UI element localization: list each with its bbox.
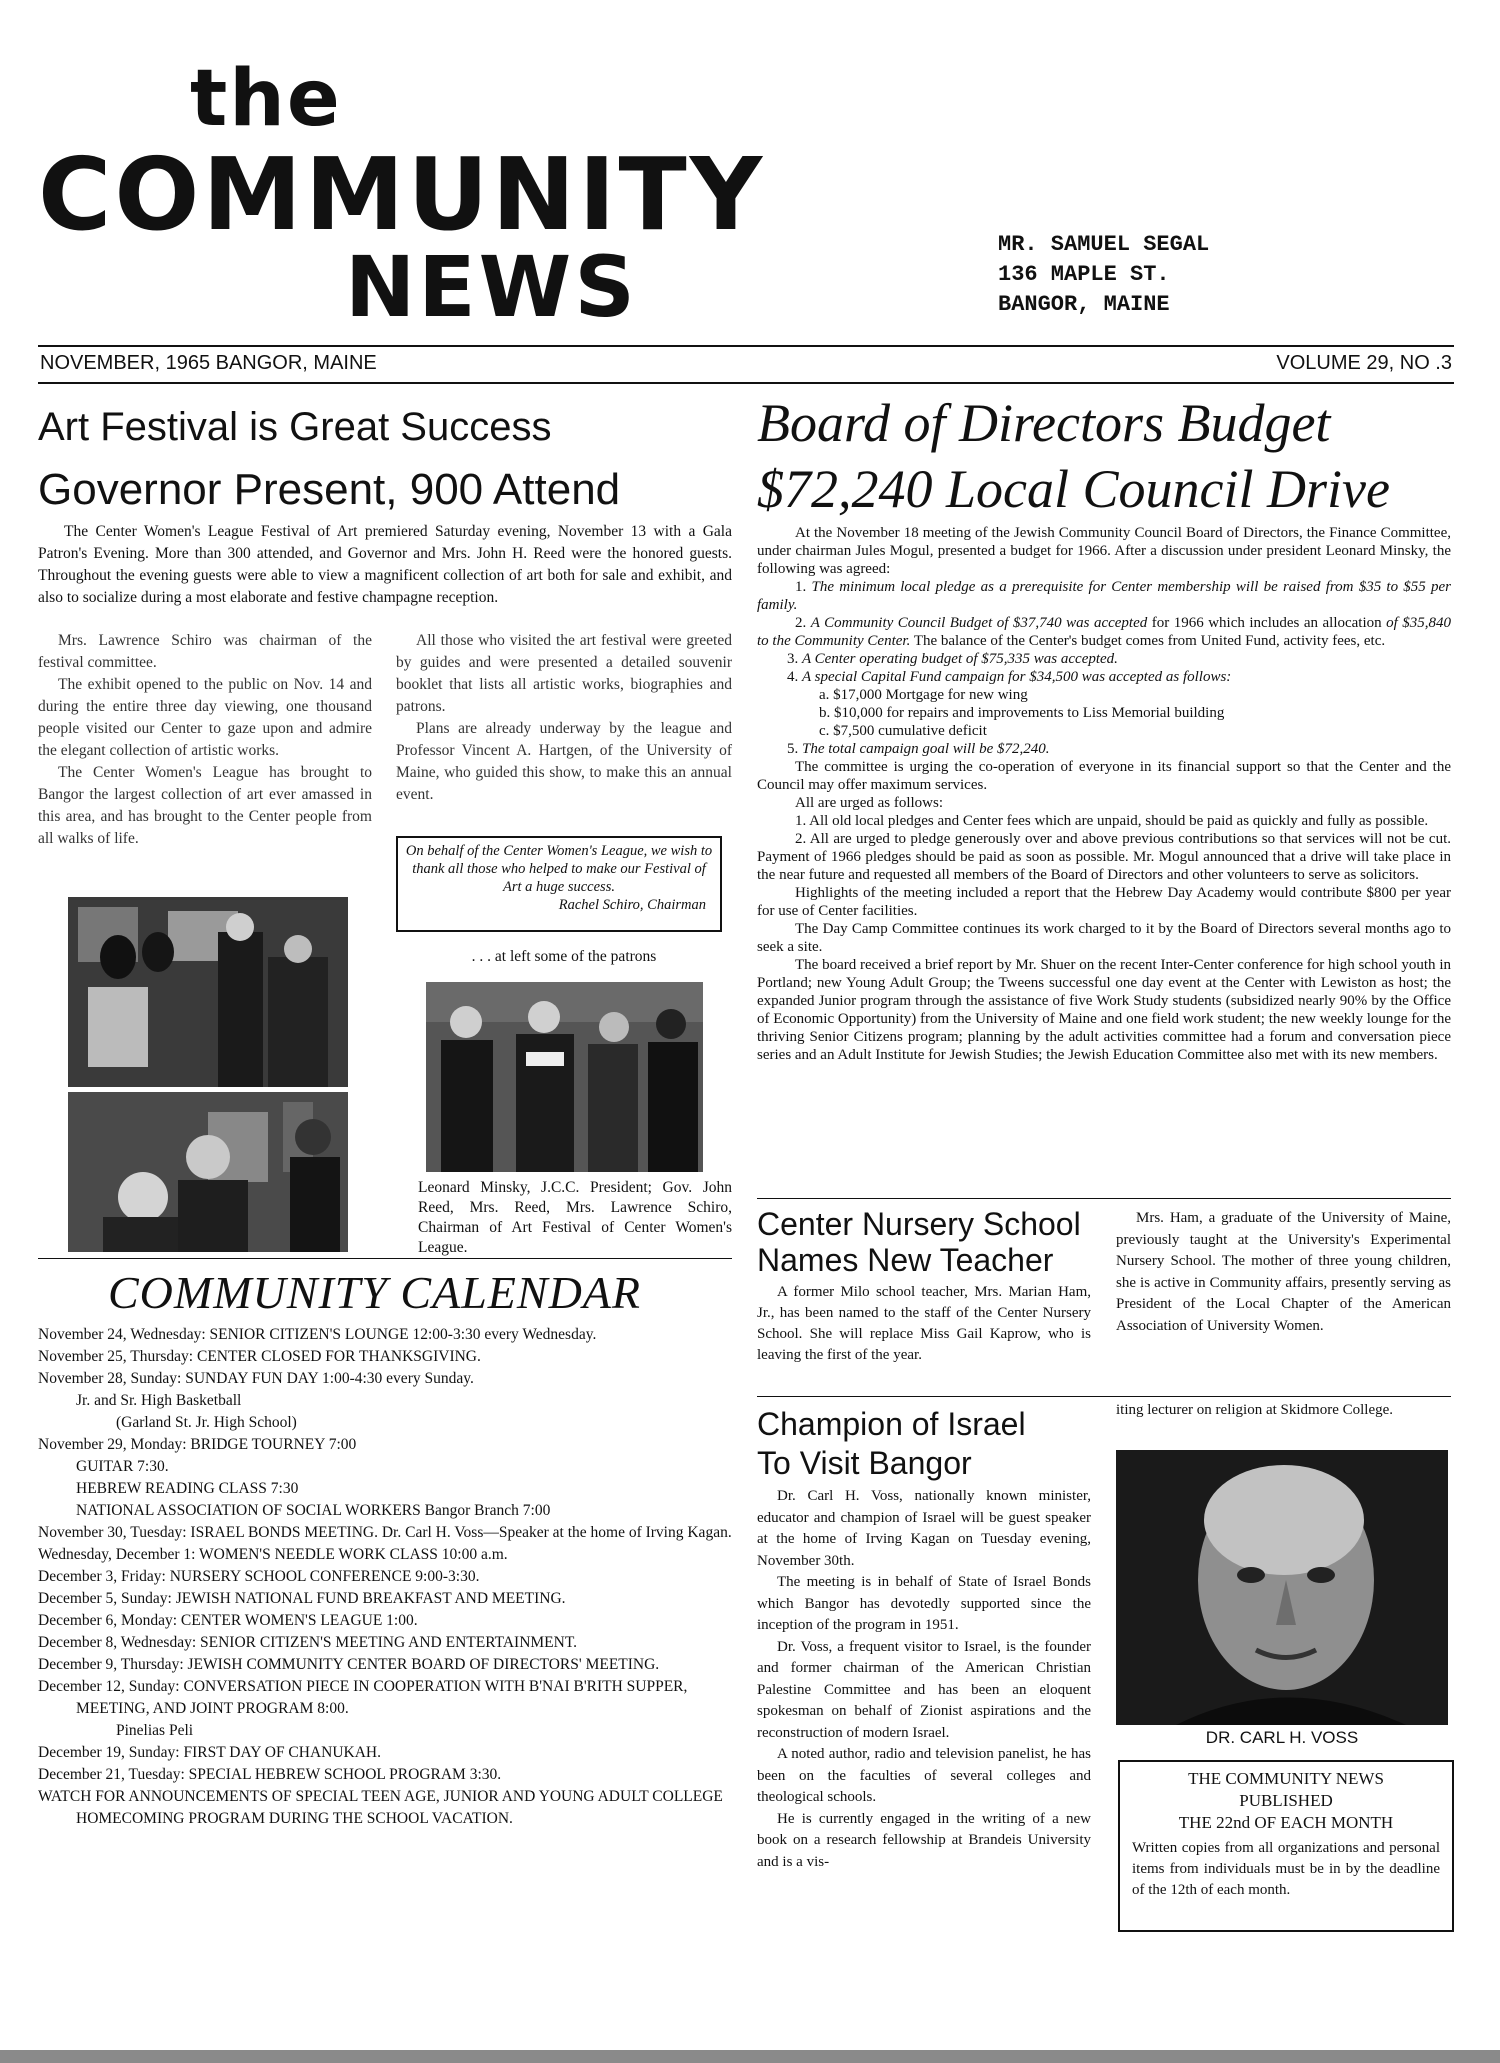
address-line-1: MR. SAMUEL SEGAL (998, 232, 1210, 257)
board-p2: All are urged as follows: (795, 795, 944, 811)
notice-line-1: THE COMMUNITY NEWS (1188, 1769, 1384, 1788)
board-item-2c: of $35,840 to the Community Center. (757, 615, 1452, 649)
art-lead-paragraph (38, 521, 732, 609)
voss-p2: The meeting is in behalf of State of Israel Bonds which Bangor has devotedly supported since the inception of the program in 1951. (757, 1574, 1091, 1633)
voss-p4: A noted author, radio and television panelist, he has been on the faculties of several colleges and theological schools. (757, 1746, 1091, 1805)
dateline-right: VOLUME 29, NO .3 (1276, 352, 1452, 374)
calendar-entry: WATCH FOR ANNOUNCEMENTS OF SPECIAL TEEN AGE, JUNIOR AND YOUNG ADULT COLLEGE HOMECOMING PROGRAM DURING THE SCHOOL VACATION. (38, 1788, 723, 1827)
address-line-2: 136 MAPLE ST. (998, 262, 1170, 287)
calendar-entry: December 3, Friday: NURSERY SCHOOL CONFERENCE 9:00-3:30. (38, 1568, 480, 1585)
art-col-a-p1: Mrs. Lawrence Schiro was chairman of the festival committee. (38, 632, 372, 671)
board-item-2d: The balance of the Center's budget comes from United Fund, activity fees, etc. (913, 633, 1386, 649)
publication-notice (1118, 1760, 1454, 1932)
art-col-a-p2: The exhibit opened to the public on Nov. 14 and during the entire three day viewing, one thousand people visited our Center to gaze upon and admire the elegant collection of artistic works. (38, 676, 372, 759)
nursery-col-b-text: Mrs. Ham, a graduate of the University of Maine, previously taught at the University's Experimental Nursery School. The mother of three young children, she is active in Community affairs, presently serving as President of the Local Chapter of the American Association of University Women. (1116, 1210, 1451, 1334)
board-item-3-number: 3. (787, 651, 799, 667)
voss-headline-1: Champion of Israel (757, 1406, 1026, 1442)
thanks-box (396, 836, 722, 932)
calendar-entry: December 6, Monday: CENTER WOMEN'S LEAGUE 1:00. (38, 1612, 418, 1629)
calendar-entry: (Garland St. Jr. High School) (116, 1414, 297, 1431)
calendar-entry: December 19, Sunday: FIRST DAY OF CHANUKAH. (38, 1744, 382, 1761)
art-column-b (396, 630, 732, 806)
board-intro: At the November 18 meeting of the Jewish Community Council Board of Directors, the Finance Committee, under chairman Jules Mogul, presented a budget for 1966. After a discussion under president Leonard Minsky, the following was agreed: (757, 525, 1451, 577)
photo-caption-text: Leonard Minsky, J.C.C. President; Gov. John Reed, Mrs. Reed, Mrs. Lawrence Schiro, Chairman of Art Festival of Center Women's League. (418, 1179, 732, 1256)
calendar-entry: December 21, Tuesday: SPECIAL HEBREW SCHOOL PROGRAM 3:30. (38, 1766, 502, 1783)
masthead-title: COMMUNITY (38, 136, 766, 253)
calendar-entry: Pinelias Peli (116, 1722, 194, 1739)
voss-cont-text: iting lecturer on religion at Skidmore College. (1116, 1402, 1394, 1418)
voss-portrait-caption: DR. CARL H. VOSS (1205, 1728, 1359, 1747)
voss-continuation (1116, 1400, 1451, 1421)
board-p1: The committee is urging the co-operation of everyone in its financial support so that the Center and the Council may offer maximum services. (757, 759, 1451, 793)
board-p6: The Day Camp Committee continues its work charged to it by the Board of Directors several months ago to seek a site. (757, 921, 1451, 955)
board-p3: 1. All old local pledges and Center fees which are unpaid, should be paid as quickly and fully as possible. (795, 813, 1429, 829)
voss-p1: Dr. Carl H. Voss, nationally known minister, educator and champion of Israel will be guest speaker at the home of Irving Kagan on Tuesday evening, November 30th. (757, 1488, 1091, 1569)
dateline-left: NOVEMBER, 1965 BANGOR, MAINE (40, 352, 377, 374)
art-festival-photo-2 (68, 1092, 348, 1252)
art-col-b-p1: All those who visited the art festival were greeted by guides and were presented a detailed souvenir booklet that lists all artistic works, biographies and patrons. (396, 632, 732, 715)
board-item-4-number: 4. (787, 669, 799, 685)
board-sub-b: b. $10,000 for repairs and improvements to Liss Memorial building (819, 705, 1225, 721)
board-item-2b: for 1966 which includes an allocation (1151, 615, 1382, 631)
calendar-rule (38, 1258, 732, 1259)
voss-rule (757, 1396, 1451, 1397)
calendar-entry: December 8, Wednesday: SENIOR CITIZEN'S MEETING AND ENTERTAINMENT. (38, 1634, 578, 1651)
calendar-entry: December 9, Thursday: JEWISH COMMUNITY CENTER BOARD OF DIRECTORS' MEETING. (38, 1656, 660, 1673)
art-headline-1: Art Festival is Great Success (38, 405, 552, 449)
nursery-rule (757, 1198, 1451, 1199)
patrons-photo (426, 982, 703, 1172)
calendar-title: COMMUNITY CALENDAR (108, 1267, 641, 1318)
board-item-2a: A Community Council Budget of $37,740 was accepted (810, 615, 1148, 631)
photo-caption (418, 1178, 732, 1258)
calendar-entry: Jr. and Sr. High Basketball (76, 1392, 242, 1409)
calendar-entry: November 28, Sunday: SUNDAY FUN DAY 1:00-4:30 every Sunday. (38, 1370, 474, 1387)
board-item-1-number: 1. (795, 579, 807, 595)
calendar-list (38, 1324, 732, 1830)
nursery-col-a-text: A former Milo school teacher, Mrs. Marian Ham, Jr., has been named to the staff of the Center Nursery School. She will replace Miss Gail Kaprow, who is leaving the first of the year. (757, 1284, 1091, 1363)
art-column-a (38, 630, 372, 850)
nursery-headline-1: Center Nursery School (757, 1206, 1081, 1242)
art-festival-photo-1 (68, 897, 348, 1087)
scan-edge (0, 2050, 1500, 2063)
thanks-text: On behalf of the Center Women's League, we wish to thank all those who helped to make our Festival of Art a huge success. (405, 843, 713, 895)
calendar-entry: December 12, Sunday: CONVERSATION PIECE IN COOPERATION WITH B'NAI B'RITH SUPPER, MEETING, AND JOINT PROGRAM 8:00. (38, 1678, 688, 1717)
voss-p5: He is currently engaged in the writing of a new book on a research fellowship at Brandeis University and is a vis- (757, 1810, 1091, 1870)
board-p5: Highlights of the meeting included a report that the Hebrew Day Academy would contribute $800 per year for use of Center facilities. (757, 885, 1451, 919)
address-line-3: BANGOR, MAINE (998, 292, 1170, 317)
board-item-3: A Center operating budget of $75,335 was accepted. (802, 651, 1118, 667)
calendar-entry: November 25, Thursday: CENTER CLOSED FOR THANKSGIVING. (38, 1348, 481, 1365)
calendar-entry: NATIONAL ASSOCIATION OF SOCIAL WORKERS Bangor Branch 7:00 (76, 1502, 551, 1519)
notice-line-3: THE 22nd OF EACH MONTH (1178, 1813, 1394, 1832)
board-p4: 2. All are urged to pledge generously over and above previous contributions so that services will not be cut. Payment of 1966 pledges should be paid as soon as possible. Mr. Mogul announced that a drive will take place in the near future and requested all members of the Board of Directors and other volunteers to serve as solicitors. (757, 831, 1451, 883)
patrons-caption: . . . at left some of the patrons (471, 948, 657, 965)
nursery-headline-2: Names New Teacher (757, 1242, 1054, 1278)
nursery-col-a (757, 1282, 1091, 1366)
masthead-rule-top (38, 345, 1454, 347)
board-sub-c: c. $7,500 cumulative deficit (819, 723, 987, 739)
calendar-entry: HEBREW READING CLASS 7:30 (76, 1480, 299, 1497)
calendar-entry: November 29, Monday: BRIDGE TOURNEY 7:00 (38, 1436, 357, 1453)
board-article (757, 524, 1451, 1064)
mailing-address (998, 230, 1209, 320)
art-headline-2: Governor Present, 900 Attend (38, 465, 621, 514)
masthead-rule-bottom (38, 382, 1454, 384)
board-headline-2: $72,240 Local Council Drive (757, 459, 1390, 519)
board-item-5: The total campaign goal will be $72,240. (802, 741, 1050, 757)
art-col-a-p3: The Center Women's League has brought to Bangor the largest collection of art ever amassed in this area, and has brought to the Center people from all walks of life. (38, 764, 372, 847)
voss-p3: Dr. Voss, a frequent visitor to Israel, is the founder and former chairman of the American Christian Palestine Committee and has been an eloquent spokesman on behalf of Zionist aspirations and the reconstruction of modern Israel. (757, 1638, 1091, 1741)
art-lead-text: The Center Women's League Festival of Art premiered Saturday evening, November 13 with a Gala Patron's Evening. More than 300 attended, and Governor and Mrs. John H. Reed were the honored guests. Throughout the evening guests were able to view a magnificent collection of art both for sale and exhibit, and also to socialize during a most elaborate and festive champagne reception. (38, 523, 732, 606)
art-col-b-p2: Plans are already underway by the league and Professor Vincent A. Hartgen, of the University of Maine, who guided this show, to make this an annual event. (396, 720, 732, 803)
masthead-the: the (190, 54, 342, 144)
notice-body: Written copies from all organizations and personal items from individuals must be in by the deadline of the 12th of each month. (1132, 1840, 1440, 1898)
calendar-entry: Wednesday, December 1: WOMEN'S NEEDLE WORK CLASS 10:00 a.m. (38, 1546, 508, 1563)
notice-line-2: PUBLISHED (1239, 1791, 1333, 1810)
thanks-signature: Rachel Schiro, Chairman (558, 897, 706, 913)
nursery-col-b (1116, 1208, 1451, 1337)
calendar-entry: December 5, Sunday: JEWISH NATIONAL FUND BREAKFAST AND MEETING. (38, 1590, 566, 1607)
board-item-2-number: 2. (795, 615, 807, 631)
masthead-news: NEWS (345, 238, 638, 336)
board-item-5-number: 5. (787, 741, 799, 757)
board-headline-1: Board of Directors Budget (757, 393, 1331, 453)
board-item-4: A special Capital Fund campaign for $34,500 was accepted as follows: (802, 669, 1232, 685)
voss-portrait (1116, 1450, 1448, 1725)
board-item-1: The minimum local pledge as a prerequisite for Center membership will be raised from $35 to $55 per family. (757, 579, 1452, 613)
board-sub-a: a. $17,000 Mortgage for new wing (819, 687, 1028, 703)
voss-column (757, 1486, 1091, 1873)
board-p7: The board received a brief report by Mr. Shuer on the recent Inter-Center conference for high school youth in Portland; new Young Adult Group; the Tweens successful one day event at the Center with Lewiston as host; the expanded Junior program through the assistance of five Work Study students (subsidized nearly 90% by the Office of Economic Opportunity) from the University of Maine and one field work student; the new weekly lounge for the thriving Senior Citizens program; planning by the adult activities committee had a forum and conversation piece series and an Adult Institute for Jewish Studies; the Jewish Education Committee also met with its new members. (757, 957, 1451, 1063)
voss-headline-2: To Visit Bangor (757, 1445, 972, 1481)
calendar-entry: GUITAR 7:30. (76, 1458, 169, 1475)
calendar-entry: November 24, Wednesday: SENIOR CITIZEN'S LOUNGE 12:00-3:30 every Wednesday. (38, 1326, 597, 1343)
calendar-entry: November 30, Tuesday: ISRAEL BONDS MEETING. Dr. Carl H. Voss—Speaker at the home of Irving Kagan. (38, 1524, 732, 1541)
